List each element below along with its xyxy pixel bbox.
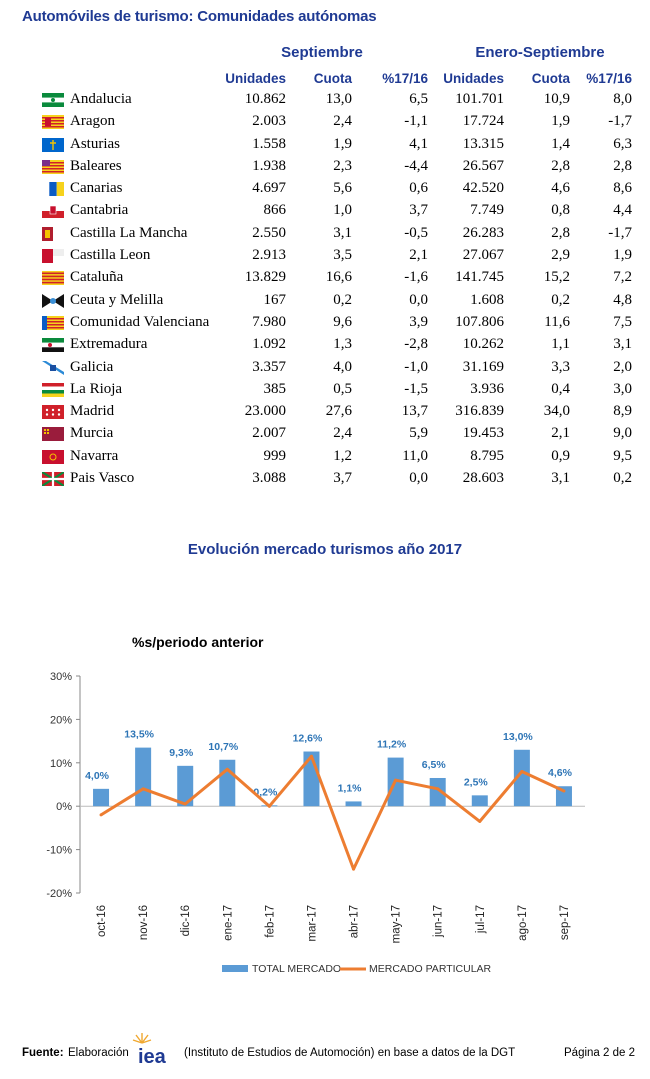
cell-sc: 4,0 [333, 358, 352, 375]
cell-yc: 2,1 [551, 425, 570, 442]
region-name: Andalucia [70, 91, 132, 107]
cell-yv: 0,2 [613, 470, 632, 487]
page-number: Página 2 de 2 [564, 1047, 635, 1059]
group-header-septiembre: Septiembre [281, 44, 363, 61]
legend-swatch-total [222, 965, 248, 972]
region-name: Comunidad Valenciana [70, 313, 210, 330]
cell-sv: 3,9 [409, 313, 428, 330]
cell-sv: 4,1 [409, 135, 428, 152]
cell-yv: 7,2 [613, 269, 632, 286]
cell-yu: 17.724 [462, 113, 504, 130]
bar-data-label: 9,3% [169, 746, 194, 759]
region-name: Navarra [70, 447, 119, 464]
cell-sc: 5,6 [333, 180, 352, 197]
asturias-flag-icon [42, 138, 64, 152]
cell-sv: 0,0 [409, 291, 428, 308]
cell-sv: -1,5 [404, 380, 428, 397]
table-row [0, 358, 650, 380]
region-name: Galicia [70, 358, 114, 375]
cell-yv: 4,4 [613, 202, 632, 219]
cell-yc: 11,6 [544, 313, 570, 330]
cell-su: 866 [263, 202, 286, 219]
table-row [0, 112, 650, 134]
x-tick-label: nov-16 [138, 905, 151, 941]
cell-yv: 8,6 [613, 180, 632, 197]
castilla-la-mancha-flag-icon [42, 227, 64, 241]
bar-data-label: 13,5% [124, 728, 155, 741]
line-point [100, 813, 103, 816]
header-var-ytd: %17/16 [586, 71, 632, 86]
cell-sc: 1,9 [333, 135, 352, 152]
cell-yu: 1.608 [470, 291, 504, 308]
andalucia-flag-icon [42, 93, 64, 107]
cell-yv: -1,7 [608, 224, 632, 241]
group-header-enero-septiembre: Enero-Septiembre [475, 44, 605, 61]
cell-su: 2.003 [252, 113, 286, 130]
cell-su: 1.558 [252, 135, 286, 152]
x-tick-label: feb-17 [264, 905, 277, 938]
region-name: La Rioja [70, 380, 123, 397]
line-point [268, 805, 271, 808]
cell-su: 13.829 [244, 269, 286, 286]
iea-logo-icon [128, 1031, 180, 1071]
pais-vasco-flag-icon [42, 472, 64, 486]
region-name: Madrid [70, 403, 115, 420]
cell-sv: 11,0 [402, 447, 428, 464]
cell-sc: 3,1 [333, 224, 352, 241]
cell-sv: 3,7 [409, 202, 428, 219]
cell-yv: 3,1 [613, 336, 632, 353]
murcia-flag-icon [42, 427, 64, 441]
y-tick-label: -20% [46, 888, 72, 900]
cell-yv: 1,9 [613, 247, 632, 264]
cell-yc: 0,8 [551, 202, 570, 219]
cell-sc: 3,7 [333, 470, 352, 487]
cell-sv: 6,5 [409, 91, 428, 107]
table-row [0, 447, 650, 469]
cell-sv: 2,1 [409, 247, 428, 264]
bar-data-label: 6,5% [421, 758, 446, 771]
cell-yv: 4,8 [613, 291, 632, 308]
cell-sc: 3,5 [333, 247, 352, 264]
cell-sc: 2,4 [333, 425, 352, 442]
cell-sc: 2,4 [333, 113, 352, 130]
cell-su: 2.913 [252, 247, 286, 264]
line-point [394, 779, 397, 782]
cell-su: 1.938 [252, 157, 286, 174]
cell-su: 2.550 [252, 224, 286, 241]
y-tick-label: 0% [56, 801, 72, 814]
cell-sc: 13,0 [325, 91, 352, 107]
cell-yc: 2,8 [551, 224, 570, 241]
aragon-flag-icon [42, 115, 64, 129]
cell-sv: 13,7 [401, 403, 428, 420]
region-name: Castilla Leon [70, 247, 151, 264]
cell-su: 10.862 [244, 91, 286, 107]
castilla-leon-flag-icon [42, 249, 64, 263]
region-name: Pais Vasco [70, 470, 135, 487]
cell-sv: -0,5 [404, 224, 428, 241]
header-cuota-ytd: Cuota [531, 71, 570, 86]
cell-yu: 316.839 [455, 403, 504, 420]
bar-data-label: 11,2% [377, 738, 407, 751]
cell-yc: 2,8 [551, 157, 570, 174]
cell-sv: -4,4 [404, 157, 428, 174]
valenciana-flag-icon [42, 316, 64, 330]
table-row [0, 380, 650, 402]
cell-yu: 141.745 [455, 269, 504, 286]
bar-total-mercado [93, 789, 109, 806]
cell-sc: 27,6 [325, 403, 352, 420]
cell-sc: 1,2 [333, 447, 352, 464]
la-rioja-flag-icon [42, 383, 64, 397]
madrid-flag-icon [42, 405, 64, 419]
cell-sc: 1,0 [333, 202, 352, 219]
line-point [184, 803, 187, 806]
region-name: Ceuta y Melilla [70, 291, 164, 308]
navarra-flag-icon [42, 450, 64, 464]
legend-label-total: TOTAL MERCADO [252, 963, 342, 975]
x-tick-label: jul-17 [474, 905, 487, 934]
cell-yc: 1,9 [551, 113, 570, 130]
cell-yc: 2,9 [551, 247, 570, 264]
cell-yc: 1,4 [551, 135, 570, 152]
line-mercado-particular [101, 756, 564, 869]
cell-yu: 8.795 [470, 447, 504, 464]
y-tick-label: 30% [49, 671, 72, 683]
cell-yc: 0,9 [551, 447, 570, 464]
table-row [0, 268, 650, 290]
cell-yu: 31.169 [462, 358, 504, 375]
cell-yu: 42.520 [462, 180, 504, 197]
line-point [520, 770, 523, 773]
cell-yu: 10.262 [462, 336, 504, 353]
footer-source-text: (Instituto de Estudios de Automoción) en base a datos de la DGT [184, 1047, 516, 1059]
cataluna-flag-icon [42, 271, 64, 285]
region-name: Cataluña [70, 269, 124, 286]
cell-sc: 0,2 [333, 291, 352, 308]
bar-total-mercado [472, 795, 488, 806]
cell-yv: 9,5 [613, 447, 632, 464]
header-var-sept: %17/16 [382, 71, 428, 86]
region-name: Murcia [70, 425, 114, 442]
region-name: Baleares [70, 157, 122, 174]
line-point [436, 787, 439, 790]
cell-su: 3.088 [252, 470, 286, 487]
bar-data-label: 4,0% [85, 769, 110, 782]
cantabria-flag-icon [42, 204, 64, 218]
table-row [0, 179, 650, 201]
table-row [0, 201, 650, 223]
bar-data-label: 12,6% [292, 732, 323, 745]
x-tick-label: ene-17 [222, 905, 235, 941]
market-evolution-chart [0, 650, 650, 990]
bar-data-label: 10,7% [208, 740, 239, 753]
table-row [0, 224, 650, 246]
header-unidades-ytd: Unidades [443, 71, 504, 86]
cell-su: 3.357 [252, 358, 286, 375]
cell-yu: 101.701 [455, 91, 504, 107]
x-tick-label: sep-17 [558, 905, 571, 941]
cell-sv: 5,9 [409, 425, 428, 442]
table-row [0, 90, 650, 112]
region-table [0, 90, 650, 491]
y-tick-label: -10% [46, 844, 72, 857]
cell-yv: 7,5 [613, 313, 632, 330]
footer-label: Fuente: [22, 1047, 64, 1059]
chart-subtitle: %s/periodo anterior [132, 634, 264, 650]
line-point [352, 868, 355, 871]
cell-su: 1.092 [252, 336, 286, 353]
x-tick-label: jun-17 [432, 905, 445, 937]
bar-total-mercado [346, 801, 362, 806]
table-row [0, 291, 650, 313]
chart-title: Evolución mercado turismos año 2017 [187, 541, 463, 558]
cell-su: 23.000 [244, 403, 286, 420]
region-name: Extremadura [70, 336, 148, 353]
cell-su: 4.697 [252, 180, 286, 197]
bar-data-label: 2,5% [463, 776, 488, 789]
page-title: Automóviles de turismo: Comunidades autónomas [22, 8, 377, 25]
table-row [0, 424, 650, 446]
cell-sv: -2,8 [404, 336, 428, 353]
canarias-flag-icon [42, 182, 64, 196]
cell-yv: 2,0 [613, 358, 632, 375]
bar-data-label: 4,6% [547, 767, 572, 780]
cell-yv: -1,7 [608, 113, 632, 130]
cell-su: 385 [263, 380, 286, 397]
cell-yc: 0,2 [551, 291, 570, 308]
legend-label-particular: MERCADO PARTICULAR [369, 963, 492, 975]
extremadura-flag-icon [42, 338, 64, 352]
cell-yc: 3,1 [551, 470, 570, 487]
cell-yu: 13.315 [462, 135, 504, 152]
cell-yu: 19.453 [462, 425, 504, 442]
cell-yu: 26.283 [462, 224, 504, 241]
cell-su: 2.007 [252, 425, 286, 442]
cell-yv: 2,8 [613, 157, 632, 174]
line-point [142, 787, 145, 790]
cell-yc: 1,1 [551, 336, 570, 353]
x-tick-label: ago-17 [516, 905, 529, 941]
region-name: Aragon [70, 113, 115, 130]
region-name: Asturias [70, 135, 120, 152]
bar-total-mercado [219, 760, 235, 806]
x-tick-label: oct-16 [96, 905, 109, 937]
cell-yu: 107.806 [455, 313, 504, 330]
cell-yv: 8,0 [613, 91, 632, 107]
bar-total-mercado [135, 748, 151, 807]
table-row [0, 313, 650, 335]
cell-su: 167 [263, 291, 286, 308]
cell-yc: 0,4 [551, 380, 570, 397]
cell-sc: 1,3 [333, 336, 352, 353]
galicia-flag-icon [42, 361, 64, 375]
cell-yu: 26.567 [462, 157, 504, 174]
header-cuota-sept: Cuota [313, 71, 352, 86]
table-row [0, 402, 650, 424]
x-tick-label: dic-16 [180, 905, 193, 937]
cell-sv: 0,0 [409, 470, 428, 487]
line-point [562, 790, 565, 793]
line-point [310, 755, 313, 758]
cell-sc: 0,5 [333, 380, 352, 397]
cell-sv: 0,6 [409, 180, 428, 197]
cell-yc: 3,3 [551, 358, 570, 375]
cell-yv: 9,0 [613, 425, 632, 442]
region-name: Castilla La Mancha [70, 224, 188, 241]
cell-yc: 4,6 [551, 180, 570, 197]
cell-yc: 10,9 [543, 91, 570, 107]
table-row [0, 135, 650, 157]
cell-yu: 27.067 [462, 247, 504, 264]
cell-sv: -1,1 [404, 113, 428, 130]
x-tick-label: abr-17 [348, 905, 361, 939]
baleares-flag-icon [42, 160, 64, 174]
cell-sc: 9,6 [333, 313, 352, 330]
line-point [478, 820, 481, 823]
cell-yc: 15,2 [543, 269, 570, 286]
header-unidades-sept: Unidades [225, 71, 286, 86]
table-row [0, 335, 650, 357]
y-tick-label: 20% [49, 714, 72, 727]
cell-su: 7.980 [252, 313, 286, 330]
table-row [0, 469, 650, 491]
cell-yu: 28.603 [462, 470, 504, 487]
line-point [226, 768, 229, 771]
cell-yv: 6,3 [613, 135, 632, 152]
cell-yu: 7.749 [470, 202, 504, 219]
table-row [0, 157, 650, 179]
cell-sc: 2,3 [333, 157, 352, 174]
cell-yc: 34,0 [543, 403, 570, 420]
cell-su: 999 [263, 447, 286, 464]
x-tick-label: mar-17 [306, 905, 319, 942]
cell-sc: 16,6 [325, 269, 352, 286]
bar-data-label: 13,0% [502, 730, 533, 743]
x-tick-label: may-17 [390, 905, 403, 944]
cell-yv: 8,9 [613, 403, 632, 420]
table-row [0, 246, 650, 268]
y-tick-label: 10% [49, 757, 72, 770]
footer-elaboracion: Elaboración [68, 1047, 129, 1059]
region-name: Canarias [70, 180, 123, 197]
region-name: Cantabria [70, 202, 129, 219]
ceuta-melilla-flag-icon [42, 294, 64, 308]
cell-sv: -1,0 [404, 358, 428, 375]
bar-data-label: 1,1% [337, 782, 362, 795]
cell-yv: 3,0 [613, 380, 632, 397]
logo-text: iea [138, 1046, 166, 1068]
cell-sv: -1,6 [404, 269, 428, 286]
cell-yu: 3.936 [470, 380, 504, 397]
bar-data-label: 0,2% [253, 786, 278, 799]
